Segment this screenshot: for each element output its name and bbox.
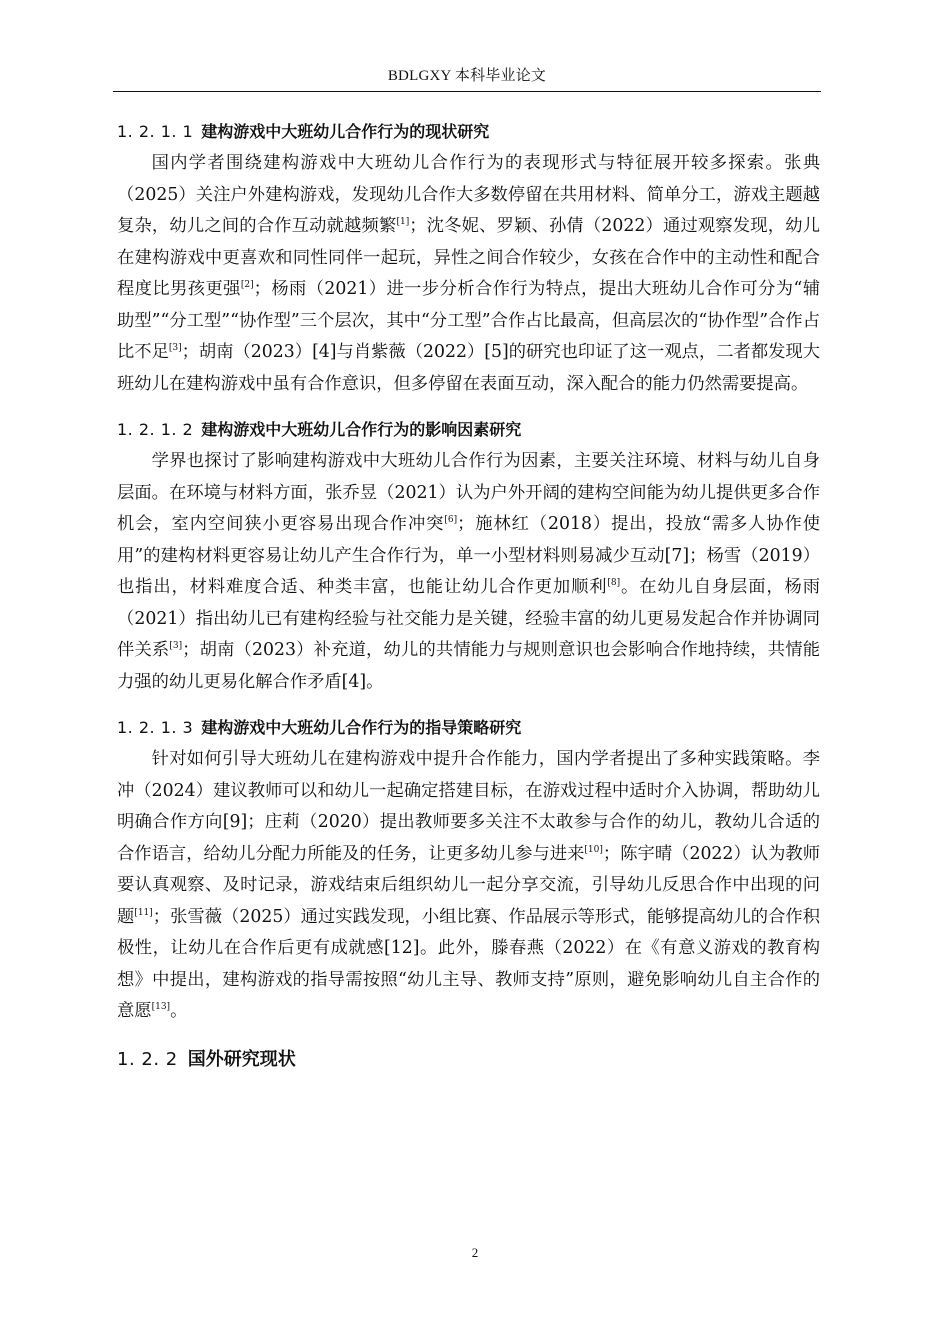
text-run: ；杨雨（2021）进一步分析合作行为特点，提出大班幼儿合作可分为“辅助型”“分工型”“协作型”三个层次，其中“分工型”合作占比最高，但高层次的“协作型”合作占比不足 — [117, 279, 820, 362]
text-run: 针对如何引导大班幼儿在建构游戏中提升合作能力，国内学者提出了多种实践策略。李冲（2024）建议教师可以和幼儿一起确定搭建目标，在游戏过程中适时介入协调，帮助幼儿明确合作方向[9]；庄莉（2020）提出教师要多关注不太敢参与合作的幼儿，教幼儿合适的合作语言，给幼儿分配力所能及的任务，让更多幼儿参与进来 — [117, 749, 820, 864]
section-number: 1. 2. 1. 2 — [117, 420, 194, 439]
text-run: ；张雪薇（2025）通过实践发现，小组比赛、作品展示等形式，能够提高幼儿的合作积极性，让幼儿在合作后更有成就感[12]。此外，滕春燕（2022）在《有意义游戏的教育构想》中提出，建构游戏的指导需按照“幼儿主导、教师支持”原则，避免影响幼儿自主合作的意愿 — [117, 906, 820, 1021]
text-run: 。在幼儿自身层面，杨雨（2021）指出幼儿已有建构经验与社交能力是关键，经验丰富的幼儿更易发起合作并协调同伴关系 — [117, 577, 820, 660]
text-run: ；胡南（2023）补充道，幼儿的共情能力与规则意识也会影响合作地持续，共情能力强的幼儿更易化解合作矛盾[4]。 — [117, 640, 820, 692]
citation-superscript: [3] — [168, 343, 182, 354]
text-run: 学界也探讨了影响建构游戏中大班幼儿合作行为因素，主要关注环境、材料与幼儿自身层面。在环境与材料方面，张乔昱（2021）认为户外开阔的建构空间能为幼儿提供更多合作机会，室内空间狭小更容易出现合作冲突 — [117, 451, 820, 534]
text-run: 。 — [170, 1001, 188, 1021]
text-run: ；陈宇晴（2022）认为教师要认真观察、及时记录，游戏结束后组织幼儿一起分享交流，引导幼儿反思合作中出现的问题 — [117, 843, 820, 927]
citation-superscript: [3] — [169, 641, 183, 652]
text-run: 国内学者围绕建构游戏中大班幼儿合作行为的表现形式与特征展开较多探索。张典（2025）关注户外建构游戏，发现幼儿合作大多数停留在共用材料、简单分工，游戏主题越复杂，幼儿之间的合作互动就越频繁 — [117, 153, 820, 236]
body-paragraph — [117, 148, 820, 400]
page-number: 2 — [471, 1245, 479, 1260]
text-run: ；沈冬妮、罗颖、孙倩（2022）通过观察发现，幼儿在建构游戏中更喜欢和同性同伴一起玩，异性之间合作较少，女孩在合作中的主动性和配合程度比男孩更强 — [117, 216, 820, 299]
citation-superscript: [8] — [607, 578, 621, 589]
page-body — [117, 116, 820, 1078]
section-heading — [117, 712, 820, 744]
citation-superscript: [11] — [134, 907, 153, 918]
citation-superscript: [1] — [396, 217, 410, 228]
citation-superscript: [13] — [151, 1002, 171, 1013]
body-paragraph — [117, 744, 820, 1028]
section-number: 1. 2. 1. 3 — [117, 718, 194, 737]
section-heading — [117, 414, 820, 446]
body-paragraph — [117, 446, 820, 698]
text-run: ；施林红（2018）提出，投放“需多人协作使用”的建构材料更容易让幼儿产生合作行为，单一小型材料则易减少互动[7]；杨雪（2019）也指出，材料难度合适、种类丰富，也能让幼儿合作更加顺利 — [117, 514, 820, 597]
citation-superscript: [10] — [584, 844, 603, 855]
section-title: 建构游戏中大班幼儿合作行为的现状研究 — [201, 122, 490, 141]
text-run: ；胡南（2023）[4]与肖紫薇（2022）[5]的研究也印证了这一观点，二者都发现大班幼儿在建构游戏中虽有合作意识，但多停留在表面互动，深入配合的能力仍然需要提高。 — [117, 342, 820, 394]
section-number: 1. 2. 1. 1 — [117, 122, 194, 141]
section-title: 国外研究现状 — [187, 1048, 296, 1070]
citation-superscript: [2] — [240, 280, 254, 291]
citation-superscript: [6] — [444, 515, 458, 526]
section-title: 建构游戏中大班幼儿合作行为的影响因素研究 — [201, 420, 522, 439]
section-number: 1. 2. 2 — [117, 1048, 178, 1070]
major-section-heading — [117, 1042, 820, 1078]
header-rule — [113, 91, 821, 92]
section-title: 建构游戏中大班幼儿合作行为的指导策略研究 — [201, 718, 522, 737]
section-heading — [117, 116, 820, 148]
running-header: BDLGXY 本科毕业论文 — [387, 68, 547, 84]
